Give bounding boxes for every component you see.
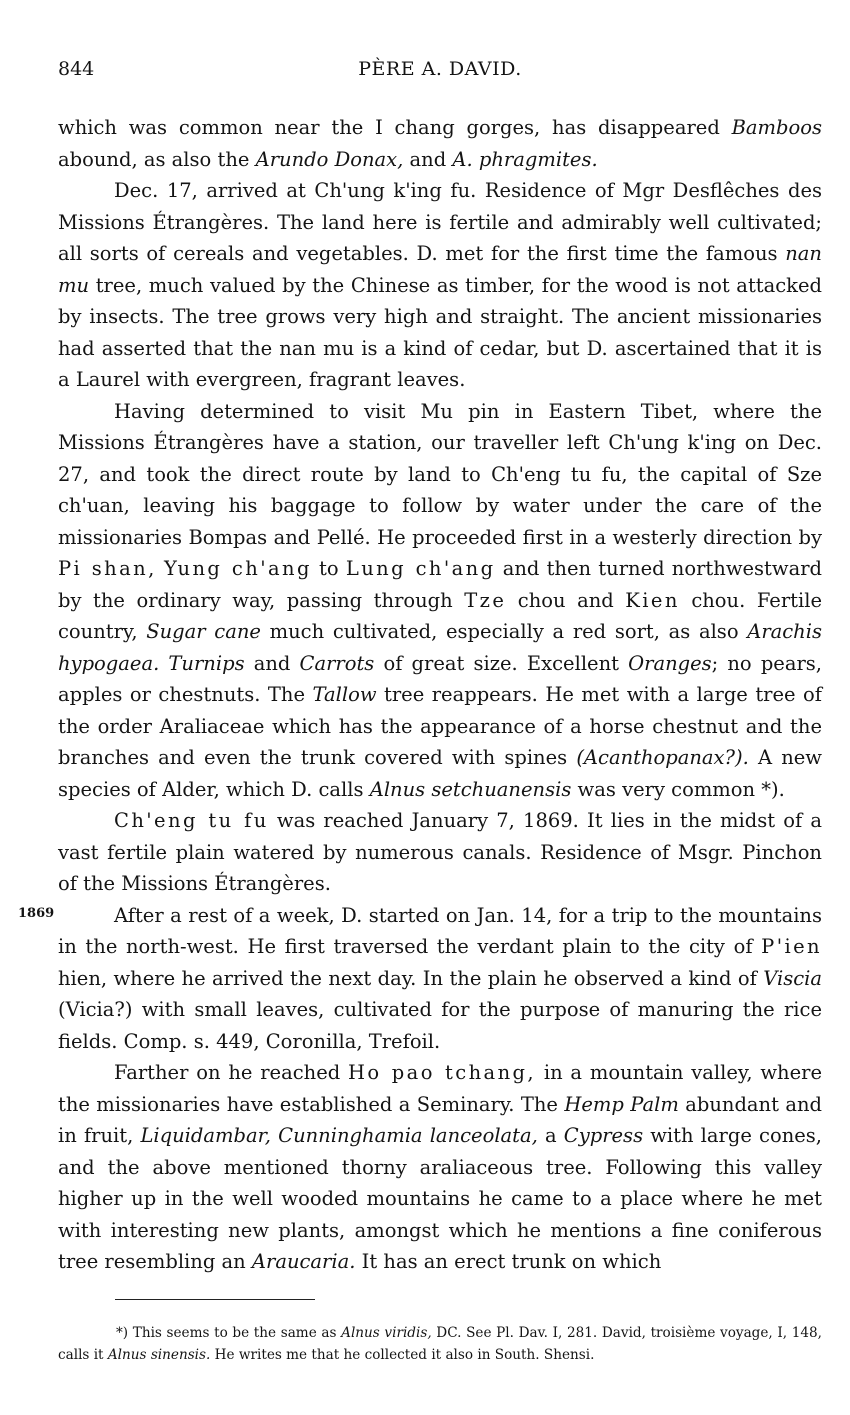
spaced-name: Ho pao tchang, [348, 1061, 537, 1084]
text-run [157, 557, 164, 580]
text-run: Farther on he reached [114, 1061, 349, 1084]
italic-term: Tallow [312, 683, 377, 706]
text-run: *) This seems to be the same as [116, 1324, 342, 1341]
paragraph-5 [58, 900, 822, 1058]
text-run: (Vicia?) with small leaves, cultivated for the purpose of manuring the rice fields. Comp. s. 449, Coronilla, Trefoil. [58, 998, 822, 1053]
page-header [58, 58, 822, 88]
text-run: hien, where he arrived the next day. In the plain he observed a kind of [58, 966, 764, 990]
text-run: tree, much valued by the Chinese as timber, for the wood is not attacked by insects. The tree grows very high and straight. The ancient missionaries had asserted that the nan mu is a kind of cedar, but D. ascertained that it is a Laurel with evergreen, fragrant leaves. [58, 273, 822, 391]
text-run: abundant and in fruit, [58, 1092, 822, 1147]
italic-term: Cypress [563, 1124, 644, 1147]
italic-term: Arachis hypogaea. [58, 620, 822, 675]
italic-term: Viscia [763, 966, 822, 990]
text-run: of great size. Excellent [374, 651, 629, 675]
text-run: which was common near the I chang gorges, has disappeared [58, 116, 732, 139]
spaced-name: Ch'eng tu fu [114, 809, 269, 832]
text-run: Dec. 17, arrived at Ch'ung k'ing fu. Residence of Mgr Desflêches des Missions Étrangères. The land here is fertile and admirably well cultivated; all sorts of cereals and vegetables. D. met for the first time the famous [58, 179, 822, 265]
text-run: and [244, 651, 300, 675]
italic-term: Bamboos [731, 116, 822, 139]
footnote-rule [115, 1299, 315, 1300]
italic-term: Alnus sinensis. [107, 1346, 211, 1363]
text-run: chou and [506, 588, 626, 612]
italic-term: A. phragmites. [452, 147, 598, 171]
body-text [58, 112, 822, 1278]
spaced-name: Kien [625, 588, 680, 612]
spaced-name: Pi shan, [58, 557, 157, 580]
text-run: in a mountain valley, where the missionaries have established a Seminary. The [58, 1061, 823, 1116]
italic-term: (Acanthopanax?). [576, 746, 749, 769]
italic-term: Liquidambar, Cunninghamia lanceolata, [140, 1124, 538, 1147]
text-run: abound, as also the [58, 147, 256, 171]
italic-term: Sugar cane [146, 620, 261, 643]
paragraph-4 [58, 805, 822, 900]
text-run: to [311, 557, 346, 580]
paragraph-1 [58, 112, 822, 175]
text-run: with large cones, and the above mentioned thorny araliaceous tree. Following this valley higher up in the well wooded mountains he came to a place where he met with interesting new plants, amongst which he mentions a fine coniferous tree resembling an [58, 1124, 823, 1273]
italic-term: Araucaria. [251, 1250, 356, 1273]
text-run: After a rest of a week, D. started on Jan. 14, for a trip to the mountains in the north-west. He first traversed the verdant plain to the city of [58, 903, 822, 958]
footnote [58, 1322, 822, 1366]
italic-term: nan mu [58, 242, 822, 297]
italic-term: Alnus viridis, [341, 1324, 432, 1341]
paragraph-3 [58, 396, 822, 806]
italic-term: Carrots [299, 651, 375, 675]
text-run: chou. Fertile country, [58, 588, 823, 643]
running-head: PÈRE A. DAVID. [358, 58, 522, 80]
italic-term: Hemp Palm [564, 1092, 679, 1116]
paragraph-6 [58, 1057, 822, 1278]
text-run: Having determined to visit Mu pin in Eastern Tibet, where the Missions Étrangères have a station, our traveller left Ch'ung k'ing on Dec. 27, and took the direct route by land to Ch'eng tu fu, the capital of Sze ch'uan, leaving his baggage to follow by water under the care of the missionaries Bompas and Pellé. He proceeded first in a westerly direction by [58, 399, 822, 549]
spaced-name: Yung ch'ang [163, 557, 312, 580]
text-run: a [537, 1124, 564, 1147]
text-run: ; no pears, apples or chestnuts. The [58, 651, 822, 706]
italic-term: Oranges [628, 651, 712, 675]
italic-term: Alnus setchuanensis [369, 777, 572, 801]
italic-term: Arundo Donax, [255, 147, 404, 171]
margin-year-note: 1869 [18, 906, 55, 921]
spaced-name: Tze [464, 588, 507, 612]
text-run: much cultivated, especially a red sort, as also [260, 620, 748, 643]
italic-term: Turnips [168, 651, 245, 675]
text-run: A new species of Alder, which D. calls [58, 746, 822, 801]
text-run: It has an erect trunk on which [355, 1250, 662, 1273]
spaced-name: Lung ch'ang [345, 557, 496, 580]
text-run: DC. See Pl. Dav. I, 281. David, troisième voyage, I, 148, calls it [58, 1324, 823, 1363]
spaced-name: P'ien [761, 935, 822, 958]
text-run: and then turned northwestward by the ordinary way, passing through [58, 557, 823, 612]
text-run: and [403, 147, 453, 171]
text-run: was very common *). [571, 777, 785, 801]
text-run: tree reappears. He met with a large tree of the order Araliaceae which has the appearance of a horse chestnut and the branches and even the trunk covered with spines [58, 683, 823, 769]
text-run: He writes me that he collected it also in South. Shensi. [210, 1346, 595, 1363]
text-run: was reached January 7, 1869. It lies in the midst of a vast fertile plain watered by numerous canals. Residence of Msgr. Pinchon of the Missions Étrangères. [58, 809, 823, 895]
page-number: 844 [58, 58, 95, 80]
paragraph-2 [58, 175, 822, 396]
